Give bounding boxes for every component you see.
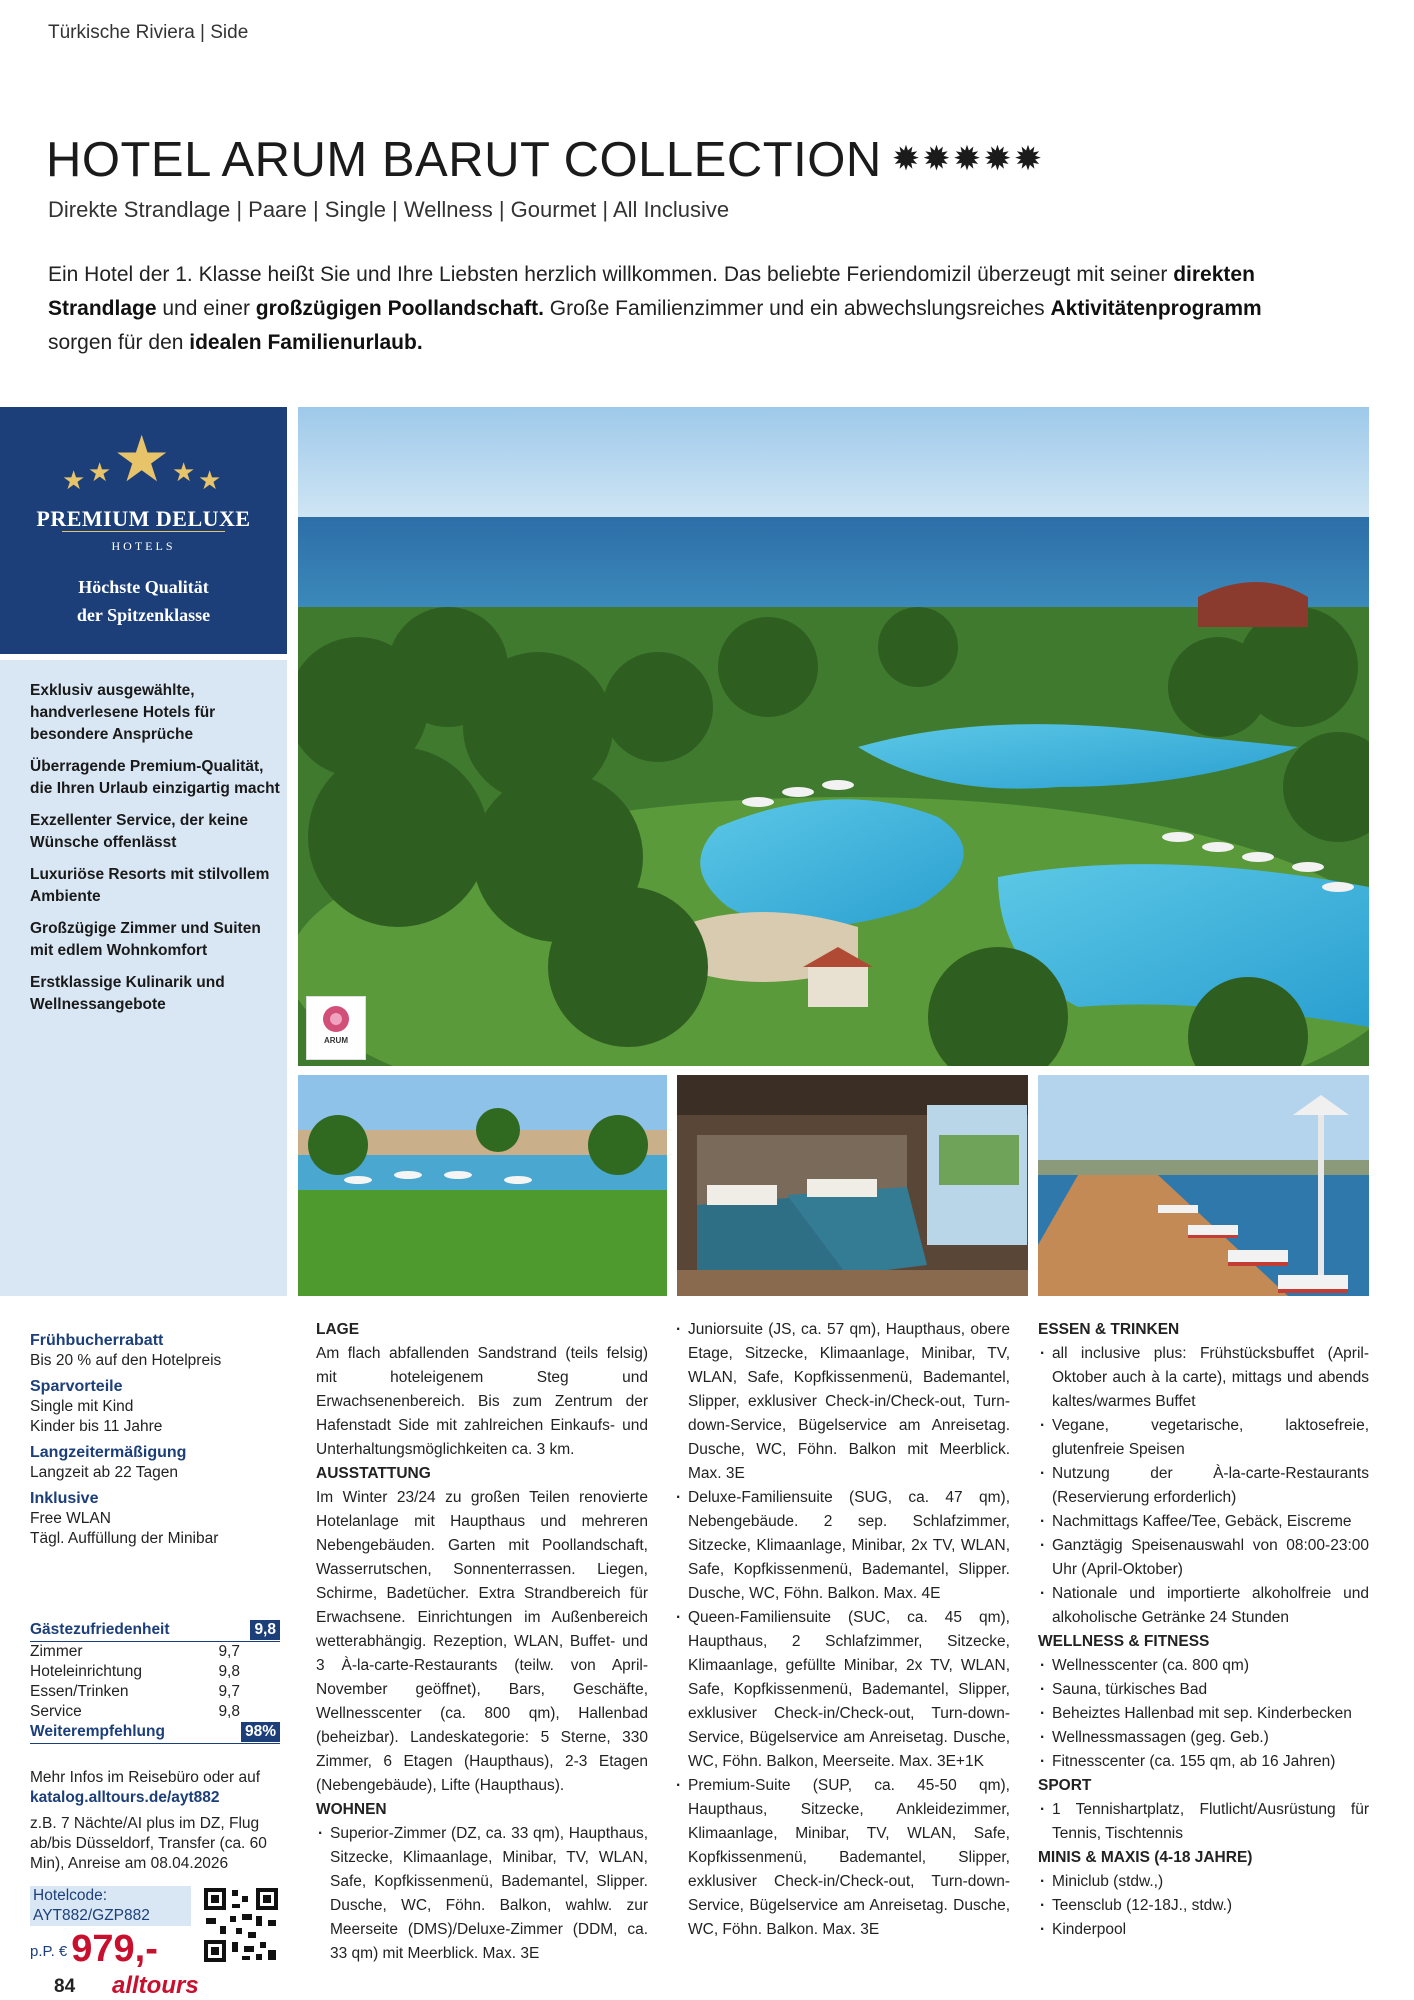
premium-deluxe-badge [0,407,287,654]
list-item: · Juniorsuite (JS, ca. 57 qm), Haupthaus, obere Etage, Sitzecke, Klimaanlage, Minibar, TV, WLAN, Safe, Kopfkissenmenü, Bademantel, Slipper, exklusiver Check-in/Check-out, Turn-down-Service, Bügelservice am Anreisetag. Dusche, WC, Föhn. Balkon mit Meerblick. Max. 3E [674,1318,1010,1486]
list-item: · 1 Tennishartplatz, Flutlicht/Ausrüstung für Tennis, Tischtennis [1038,1798,1369,1846]
section-heading-minis: MINIS & MAXIS (4-18 JAHRE) [1038,1849,1253,1866]
fruehbucher-heading: Frühbucherrabatt [30,1332,164,1349]
wohnen-list-cont [674,1318,1010,1942]
feature-list [30,680,282,1026]
text-column-2 [674,1318,1010,1942]
badge-divider [62,531,225,532]
list-item: · Kinderpool [1038,1918,1369,1942]
list-item: · Deluxe-Familiensuite (SUG, ca. 47 qm), Nebengebäude. 2 sep. Schlafzimmer, Sitzecke, Klimaanlage, Minibar, 2x TV, WLAN, Safe, Kopfkissenmenü, Bademantel, Slipper. Dusche, WC, Föhn. Balkon. Max. 4E [674,1486,1010,1606]
pier-photo [1038,1075,1369,1296]
section-heading-wellness: WELLNESS & FITNESS [1038,1633,1210,1650]
feature-item: Luxuriöse Resorts mit stilvollem Ambiente [30,866,270,905]
list-item: · Ganztägig Speisenauswahl von 08:00-23:00 Uhr (April-Oktober) [1038,1534,1369,1582]
list-item: · Wellnessmassagen (geg. Geb.) [1038,1726,1369,1750]
hotel-subtitle: Direkte Strandlage | Paare | Single | Wellness | Gourmet | All Inclusive [48,197,730,222]
star-icon: ★ [172,457,196,487]
wohnen-list [316,1822,648,1966]
recommendation-value: 98% [241,1722,280,1742]
pier-image [1038,1075,1369,1296]
feature-item: Großzügige Zimmer und Suiten mit edlem Wohnkomfort [30,920,261,959]
list-item: · Vegane, vegetarische, laktosefreie, glutenfreie Speisen [1038,1414,1369,1462]
guest-rating [30,1620,280,1744]
offer-info [30,1325,290,1549]
badge-tagline: Höchste Qualität der Spitzenklasse [76,577,211,625]
langzeit-value: Langzeit ab 22 Tagen [30,1464,178,1481]
inklusive-value: Free WLAN [30,1510,111,1527]
more-info: Mehr Infos im Reisebüro oder auf katalog.alltours.de/ayt882 [30,1769,261,1806]
qr-code-icon[interactable] [202,1886,280,1964]
hotel-logo [306,996,366,1060]
minis-list [1038,1870,1369,1942]
list-item: · Fitnesscenter (ca. 155 qm, ab 16 Jahren) [1038,1750,1369,1774]
section-heading-ausstattung: AUSSTATTUNG [316,1465,431,1482]
list-item: · Queen-Familiensuite (SUC, ca. 45 qm), Haupthaus, 2 Schlafzimmer, Sitzecke, Klimaanlage, gefüllte Minibar, 2x TV, WLAN, Safe, Kopfkissenmenü, Bademantel, Slipper, exklusiver Check-in/Check-out, Turn-down-Service, Bügelservice am Anreisetag. Dusche, WC, Föhn. Balkon, Meerseite. Max. 3E+1K [674,1606,1010,1774]
lage-text: Am flach abfallenden Sandstrand (teils felsig) mit hoteleigenem Steg und Erwachsenenbereich. Bis zum Zentrum der Hafenstadt Side mit zahlreichen Einkaufs- und Unterhaltungsmöglichkeiten ca. 3 km. [316,1345,648,1458]
recommendation-row: Weiterempfehlung 98% [30,1722,280,1744]
list-item: · Nachmittags Kaffee/Tee, Gebäck, Eiscreme [1038,1510,1369,1534]
sparvorteile-value: Kinder bis 11 Jahre [30,1418,163,1435]
section-heading-sport: SPORT [1038,1777,1092,1794]
rating-row: Hoteleinrichtung 9,8 [30,1663,240,1680]
list-item: · all inclusive plus: Frühstücksbuffet (April-Oktober auch à la carte), mittags und abends kaltes/warmes Buffet [1038,1342,1369,1414]
logo-text: ARUM [324,1036,348,1045]
room-image [677,1075,1028,1296]
langzeit-heading: Langzeitermäßigung [30,1444,187,1461]
hotel-name: HOTEL ARUM BARUT COLLECTION [46,133,882,187]
list-item: · Beheiztes Hallenbad mit sep. Kinderbecken [1038,1702,1369,1726]
hotel-code: Hotelcode: AYT882/GZP882 [30,1886,191,1926]
list-item: · Sauna, türkisches Bad [1038,1678,1369,1702]
hotel-logo-image [307,997,365,1059]
page-title [46,132,1044,188]
star-rating: ✹✹✹✹✹ [891,140,1045,178]
page-number: 84 [54,1976,76,1997]
ausstattung-text: Im Winter 23/24 zu großen Teilen renovierte Hotelanlage mit Haupthaus und mehreren Nebengebäuden. Garten mit Poollandschaft, Wasserrutschen, Sonnenterrassen. Liegen, Schirme, Badetücher. Extra Strandbereich für Erwachsene. Einrichtungen im Außenbereich wetterabhängig. Rezeption, WLAN, Buffet- und 3 À-la-carte-Restaurants (teilw. von April-November geöffnet), Bars, Geschäfte, Wellnesscenter (ca. 800 qm), Hallenbad (beheizbar). Landeskategorie: 5 Sterne, 330 Zimmer, 6 Etagen (Haupthaus), 2-3 Etagen (Nebengebäude), Lifte (Haupthaus). [316,1489,648,1794]
resort-aerial-image [298,407,1369,1066]
rating-row: Essen/Trinken 9,7 [30,1683,240,1700]
price [30,1928,158,1971]
star-icon: ★ [113,423,171,495]
list-item: · Premium-Suite (SUP, ca. 45-50 qm), Haupthaus, Sitzecke, Ankleidezimmer, Klimaanlage, Minibar, TV, WLAN, Safe, Kopfkissenmenü, Bademantel, Slipper, exklusiver Check-in/Check-out, Turn-down-Service, Bügelservice am Anreisetag. Dusche, WC, Föhn. Balkon. Max. 3E [674,1774,1010,1942]
section-heading-wohnen: WOHNEN [316,1801,387,1818]
essen-list [1038,1342,1369,1630]
brand-logo: alltours [112,1972,199,1999]
feature-item: Exklusiv ausgewählte, handverlesene Hotels für besondere Ansprüche [30,682,216,743]
garden-pool-photo [298,1075,667,1296]
rating-row: Zimmer 9,7 [30,1643,240,1660]
example-offer: z.B. 7 Nächte/AI plus im DZ, Flug ab/bis Düsseldorf, Transfer (ca. 60 Min), Anreise am 08.04.2026 [30,1815,267,1872]
hotel-main-photo [298,407,1369,1066]
star-icon: ★ [88,457,112,487]
feature-item: Exzellenter Service, der keine Wünsche offenlässt [30,812,248,851]
room-photo [677,1075,1028,1296]
price-prefix: p.P. € [30,1943,68,1960]
badge-subtitle: HOTELS [111,539,176,553]
text-column-1 [316,1318,648,1966]
sparvorteile-value: Single mit Kind [30,1398,134,1415]
feature-item: Überragende Premium-Qualität, die Ihren Urlaub einzigartig macht [30,758,280,797]
sparvorteile-heading: Sparvorteile [30,1378,123,1395]
garden-pool-image [298,1075,667,1296]
rating-score: 9,8 [250,1620,280,1640]
list-item: · Nutzung der À-la-carte-Restaurants (Reservierung erforderlich) [1038,1462,1369,1510]
list-item: · Wellnesscenter (ca. 800 qm) [1038,1654,1369,1678]
wellness-list [1038,1654,1369,1774]
star-icon: ★ [198,465,222,495]
badge-title: PREMIUM DELUXE [36,506,251,531]
rating-row: Service 9,8 [30,1703,240,1720]
list-item: · Nationale und importierte alkoholfreie und alkoholische Getränke 24 Stunden [1038,1582,1369,1630]
section-heading-essen: ESSEN & TRINKEN [1038,1321,1180,1338]
sport-list [1038,1798,1369,1846]
text-column-3 [1038,1318,1369,1942]
section-heading-lage: LAGE [316,1321,360,1338]
feature-item: Erstklassige Kulinarik und Wellnessangebote [30,974,225,1013]
breadcrumb: Türkische Riviera | Side [48,22,249,43]
inklusive-value: Tägl. Auffüllung der Minibar [30,1530,219,1547]
star-icon: ★ [62,465,86,495]
catalog-link[interactable]: katalog.alltours.de/ayt882 [30,1789,220,1806]
list-item: · Teensclub (12-18J., stdw.) [1038,1894,1369,1918]
intro-text: Ein Hotel der 1. Klasse heißt Sie und Ihre Liebsten herzlich willkommen. Das beliebte Feriendomizil überzeugt mit seiner direkten Strandlage und einer großzügigen Poollandschaft. Große Familienzimmer und ein abwechslungsreiches Aktivitätenprogramm sorgen für den idealen Familienurlaub. [48,263,1262,354]
price-amount: 979,- [71,1928,158,1970]
rating-header: Gästezufriedenheit 9,8 [30,1620,280,1642]
list-item: · Miniclub (stdw.,) [1038,1870,1369,1894]
inklusive-heading: Inklusive [30,1490,99,1507]
fruehbucher-value: Bis 20 % auf den Hotelpreis [30,1352,222,1369]
list-item: · Superior-Zimmer (DZ, ca. 33 qm), Haupthaus, Sitzecke, Klimaanlage, Minibar, TV, WLAN, Safe, Kopfkissenmenü, Bademantel, Slipper. Dusche, WC, Föhn. Balkon, wahlw. zur Meerseite (DMS)/Deluxe-Zimmer (DDM, ca. 33 qm) mit Meerblick. Max. 3E [316,1822,648,1966]
